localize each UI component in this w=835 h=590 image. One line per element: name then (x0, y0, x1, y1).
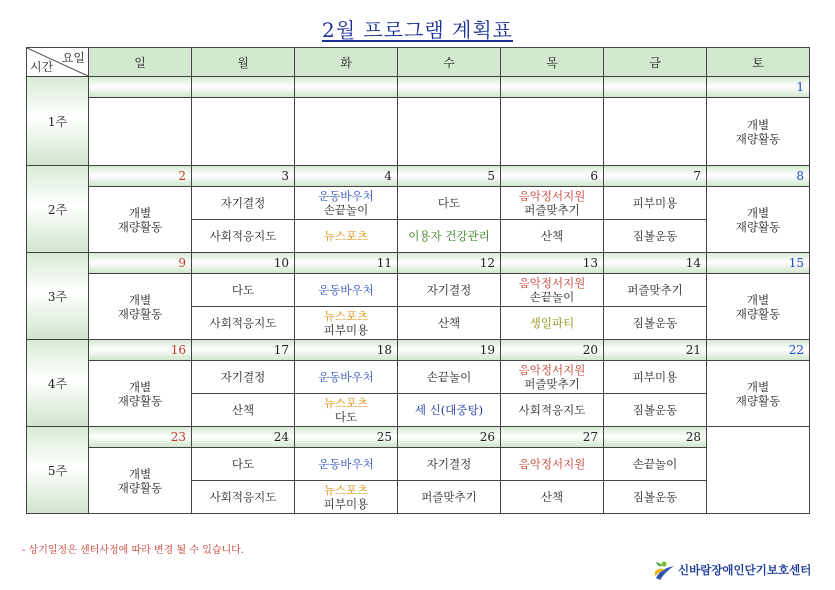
activity-cell: 운동바우처 (295, 274, 398, 307)
activity-cell: 피부미용 (604, 187, 707, 220)
day-wed: 수 (398, 48, 501, 77)
saturday-activity (707, 427, 810, 514)
date-cell: 6 (501, 166, 604, 187)
date-cell: 19 (398, 340, 501, 361)
date-cell: 26 (398, 427, 501, 448)
date-cell: 22 (707, 340, 810, 361)
date-cell (398, 77, 501, 98)
activity-cell: 운동바우처 손끝놀이 (295, 187, 398, 220)
date-cell: 24 (192, 427, 295, 448)
date-cell: 25 (295, 427, 398, 448)
date-cell: 21 (604, 340, 707, 361)
activity-cell: 퍼즐맞추기 (604, 274, 707, 307)
activity-row (27, 361, 810, 394)
activity-cell: 생일파티 (501, 307, 604, 340)
activity-cell: 음악정서지원 (501, 448, 604, 481)
day-header-row (27, 48, 810, 77)
activity-cell: 짐볼운동 (604, 220, 707, 253)
activity-row (27, 187, 810, 220)
activity-cell: 이용자 건강관리 (398, 220, 501, 253)
date-cell: 23 (89, 427, 192, 448)
date-cell: 27 (501, 427, 604, 448)
corner-cell (27, 48, 89, 77)
center-name: 신바람장애인단기보호센터 (678, 563, 812, 577)
corner-time-label: 시간 (30, 60, 54, 74)
activity-cell: 짐볼운동 (604, 481, 707, 514)
activity-cell: 음악정서지원 퍼즐맞추기 (501, 187, 604, 220)
activity-cell: 뉴스포츠 다도 (295, 394, 398, 427)
activity-cell (398, 98, 501, 166)
date-row (27, 166, 810, 187)
activity-cell: 산책 (501, 481, 604, 514)
saturday-activity: 개별 재량활동 (707, 98, 810, 166)
date-cell (89, 77, 192, 98)
corner-day-label: 요일 (61, 51, 85, 65)
activity-cell: 음악정서지원 퍼즐맞추기 (501, 361, 604, 394)
activity-row (27, 98, 810, 166)
activity-cell: 음악정서지원 손끝놀이 (501, 274, 604, 307)
date-cell: 18 (295, 340, 398, 361)
activity-cell: 손끝놀이 (398, 361, 501, 394)
week-label: 2주 (27, 166, 89, 253)
activity-cell: 운동바우처 (295, 448, 398, 481)
sunday-activity (89, 98, 192, 166)
date-cell: 1 (707, 77, 810, 98)
date-cell: 17 (192, 340, 295, 361)
day-tue: 화 (295, 48, 398, 77)
date-row (27, 427, 810, 448)
activity-cell: 다도 (398, 187, 501, 220)
date-row (27, 340, 810, 361)
activity-cell (501, 98, 604, 166)
date-cell: 12 (398, 253, 501, 274)
date-cell: 20 (501, 340, 604, 361)
sunday-activity: 개별 재량활동 (89, 448, 192, 514)
week-label: 1주 (27, 77, 89, 166)
date-cell: 4 (295, 166, 398, 187)
activity-cell: 자기결정 (398, 274, 501, 307)
date-cell: 13 (501, 253, 604, 274)
saturday-activity: 개별 재량활동 (707, 361, 810, 427)
activity-cell: 뉴스포츠 (295, 220, 398, 253)
date-cell: 28 (604, 427, 707, 448)
activity-cell: 자기결정 (192, 361, 295, 394)
activity-cell: 산책 (501, 220, 604, 253)
day-thu: 목 (501, 48, 604, 77)
day-sun: 일 (89, 48, 192, 77)
activity-cell (604, 98, 707, 166)
week-label: 5주 (27, 427, 89, 514)
activity-cell: 사회적응지도 (192, 220, 295, 253)
activity-cell: 다도 (192, 448, 295, 481)
activity-cell: 짐볼운동 (604, 394, 707, 427)
activity-cell: 산책 (192, 394, 295, 427)
activity-cell: 사회적응지도 (192, 307, 295, 340)
saturday-activity: 개별 재량활동 (707, 274, 810, 340)
activity-cell: 다도 (192, 274, 295, 307)
sunday-activity: 개별 재량활동 (89, 361, 192, 427)
activity-row (27, 448, 810, 481)
saturday-activity: 개별 재량활동 (707, 187, 810, 253)
activity-cell: 운동바우처 (295, 361, 398, 394)
date-cell: 9 (89, 253, 192, 274)
date-cell (295, 77, 398, 98)
week-label: 3주 (27, 253, 89, 340)
date-cell: 2 (89, 166, 192, 187)
date-cell: 10 (192, 253, 295, 274)
activity-row (27, 274, 810, 307)
sunday-activity: 개별 재량활동 (89, 274, 192, 340)
date-cell (192, 77, 295, 98)
date-cell (501, 77, 604, 98)
date-row (27, 253, 810, 274)
date-cell: 14 (604, 253, 707, 274)
date-cell: 15 (707, 253, 810, 274)
leaf-person-icon (652, 560, 676, 582)
date-row (27, 77, 810, 98)
activity-cell (192, 98, 295, 166)
date-cell: 3 (192, 166, 295, 187)
day-fri: 금 (604, 48, 707, 77)
sunday-activity: 개별 재량활동 (89, 187, 192, 253)
day-mon: 월 (192, 48, 295, 77)
activity-cell: 사회적응지도 (192, 481, 295, 514)
date-cell: 8 (707, 166, 810, 187)
activity-cell (295, 98, 398, 166)
activity-cell: 산책 (398, 307, 501, 340)
activity-cell: 뉴스포츠 피부미용 (295, 307, 398, 340)
date-cell: 16 (89, 340, 192, 361)
schedule-table (26, 47, 810, 514)
day-sat: 토 (707, 48, 810, 77)
activity-cell: 손끝놀이 (604, 448, 707, 481)
center-logo (652, 560, 812, 582)
date-cell: 11 (295, 253, 398, 274)
date-cell: 5 (398, 166, 501, 187)
activity-cell: 사회적응지도 (501, 394, 604, 427)
week-label: 4주 (27, 340, 89, 427)
page-title: 2월 프로그램 계획표 (322, 18, 513, 42)
activity-cell: 뉴스포츠 피부미용 (295, 481, 398, 514)
date-cell (604, 77, 707, 98)
activity-cell: 피부미용 (604, 361, 707, 394)
footnote: - 상기일정은 센터사정에 따라 변경 될 수 있습니다. (22, 545, 245, 556)
date-cell: 7 (604, 166, 707, 187)
activity-cell: 퍼즐맞추기 (398, 481, 501, 514)
activity-cell: 자기결정 (398, 448, 501, 481)
activity-cell: 짐볼운동 (604, 307, 707, 340)
activity-cell: 자기결정 (192, 187, 295, 220)
activity-cell: 세 신(대중탕) (398, 394, 501, 427)
